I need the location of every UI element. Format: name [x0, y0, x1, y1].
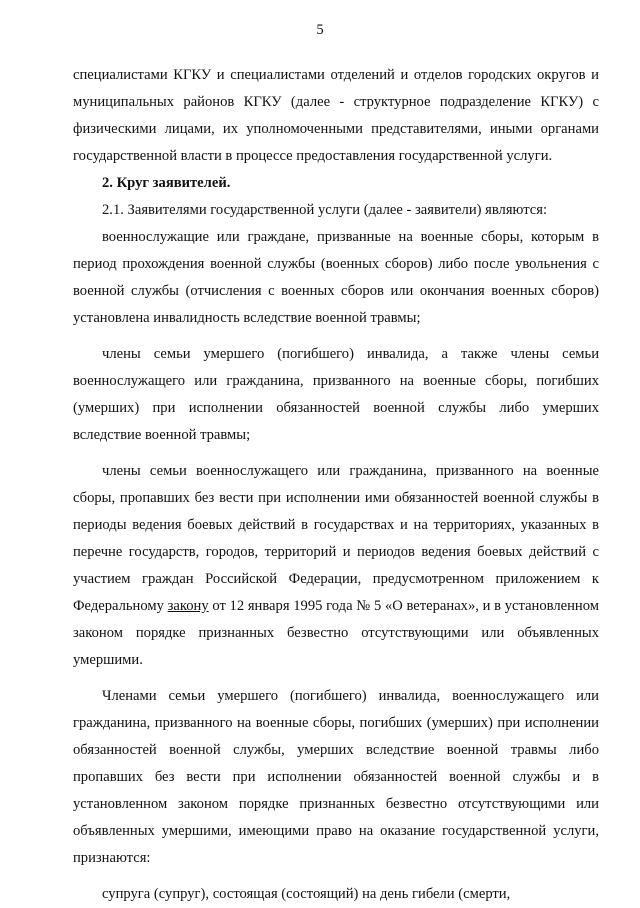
section-heading: 2. Круг заявителей.	[102, 175, 231, 191]
paragraph-family-definition: Членами семьи умершего (погибшего) инвалида, военнослужащего или гражданина, призванного на военные сборы, погибших (умерших) при исполнении обязанностей военной службы, умерших вследствие военной травмы либо пропавших без вести при исполнении обязанностей военной службы и в установленном законом порядке признанных безвестно отсутствующими или объявленных умершими, имеющими право на оказание государственной услуги, признаются:	[73, 688, 599, 866]
paragraph-text-part: члены семьи военнослужащего или гражданина, призванного на военные сборы, пропавших без вести при исполнении ими обязанностей военной службы в периоды ведения боевых действий в государствах и на территориях, указанных в перечне государств, городов, территорий и периодов ведения боевых действий с участием граждан Российской Федерации, предусмотренном приложением к Федеральному	[73, 463, 599, 614]
paragraph-intro-continuation: специалистами КГКУ и специалистами отделений и отделов городских округов и муниципальных районов КГКУ (далее - структурное подразделение КГКУ) с физическими лицами, их уполномоченными представителями, иными органами государственной власти в процессе предоставления государственной услуги.	[73, 67, 599, 164]
paragraph-family-members-missing	[73, 458, 599, 674]
document-body	[73, 62, 599, 908]
paragraph-text-part: от 12 января 1995 года № 5 «О ветеранах», и в установленном законом порядке признанных безвестно отсутствующими или объявленных умершими.	[73, 598, 599, 668]
law-link[interactable]: закону	[167, 598, 209, 614]
page-number: 5	[316, 22, 324, 38]
paragraph-servicemen: военнослужащие или граждане, призванные на военные сборы, которым в период прохождения военной службы (военных сборов) либо после увольнения с военной службы (отчисления с военных сборов или окончания военных сборов) установлена инвалидность вследствие военной травмы;	[73, 229, 599, 326]
paragraph-family-members-deceased: члены семьи умершего (погибшего) инвалида, а также члены семьи военнослужащего или гражданина, призванного на военные сборы, погибших (умерших) при исполнении обязанностей военной службы либо умерших вследствие военной травмы;	[73, 346, 599, 443]
paragraph-2-1: 2.1. Заявителями государственной услуги (далее - заявители) являются:	[102, 202, 548, 218]
paragraph-spouse: супруга (супруг), состоящая (состоящий) на день гибели (смерти,	[102, 886, 511, 902]
